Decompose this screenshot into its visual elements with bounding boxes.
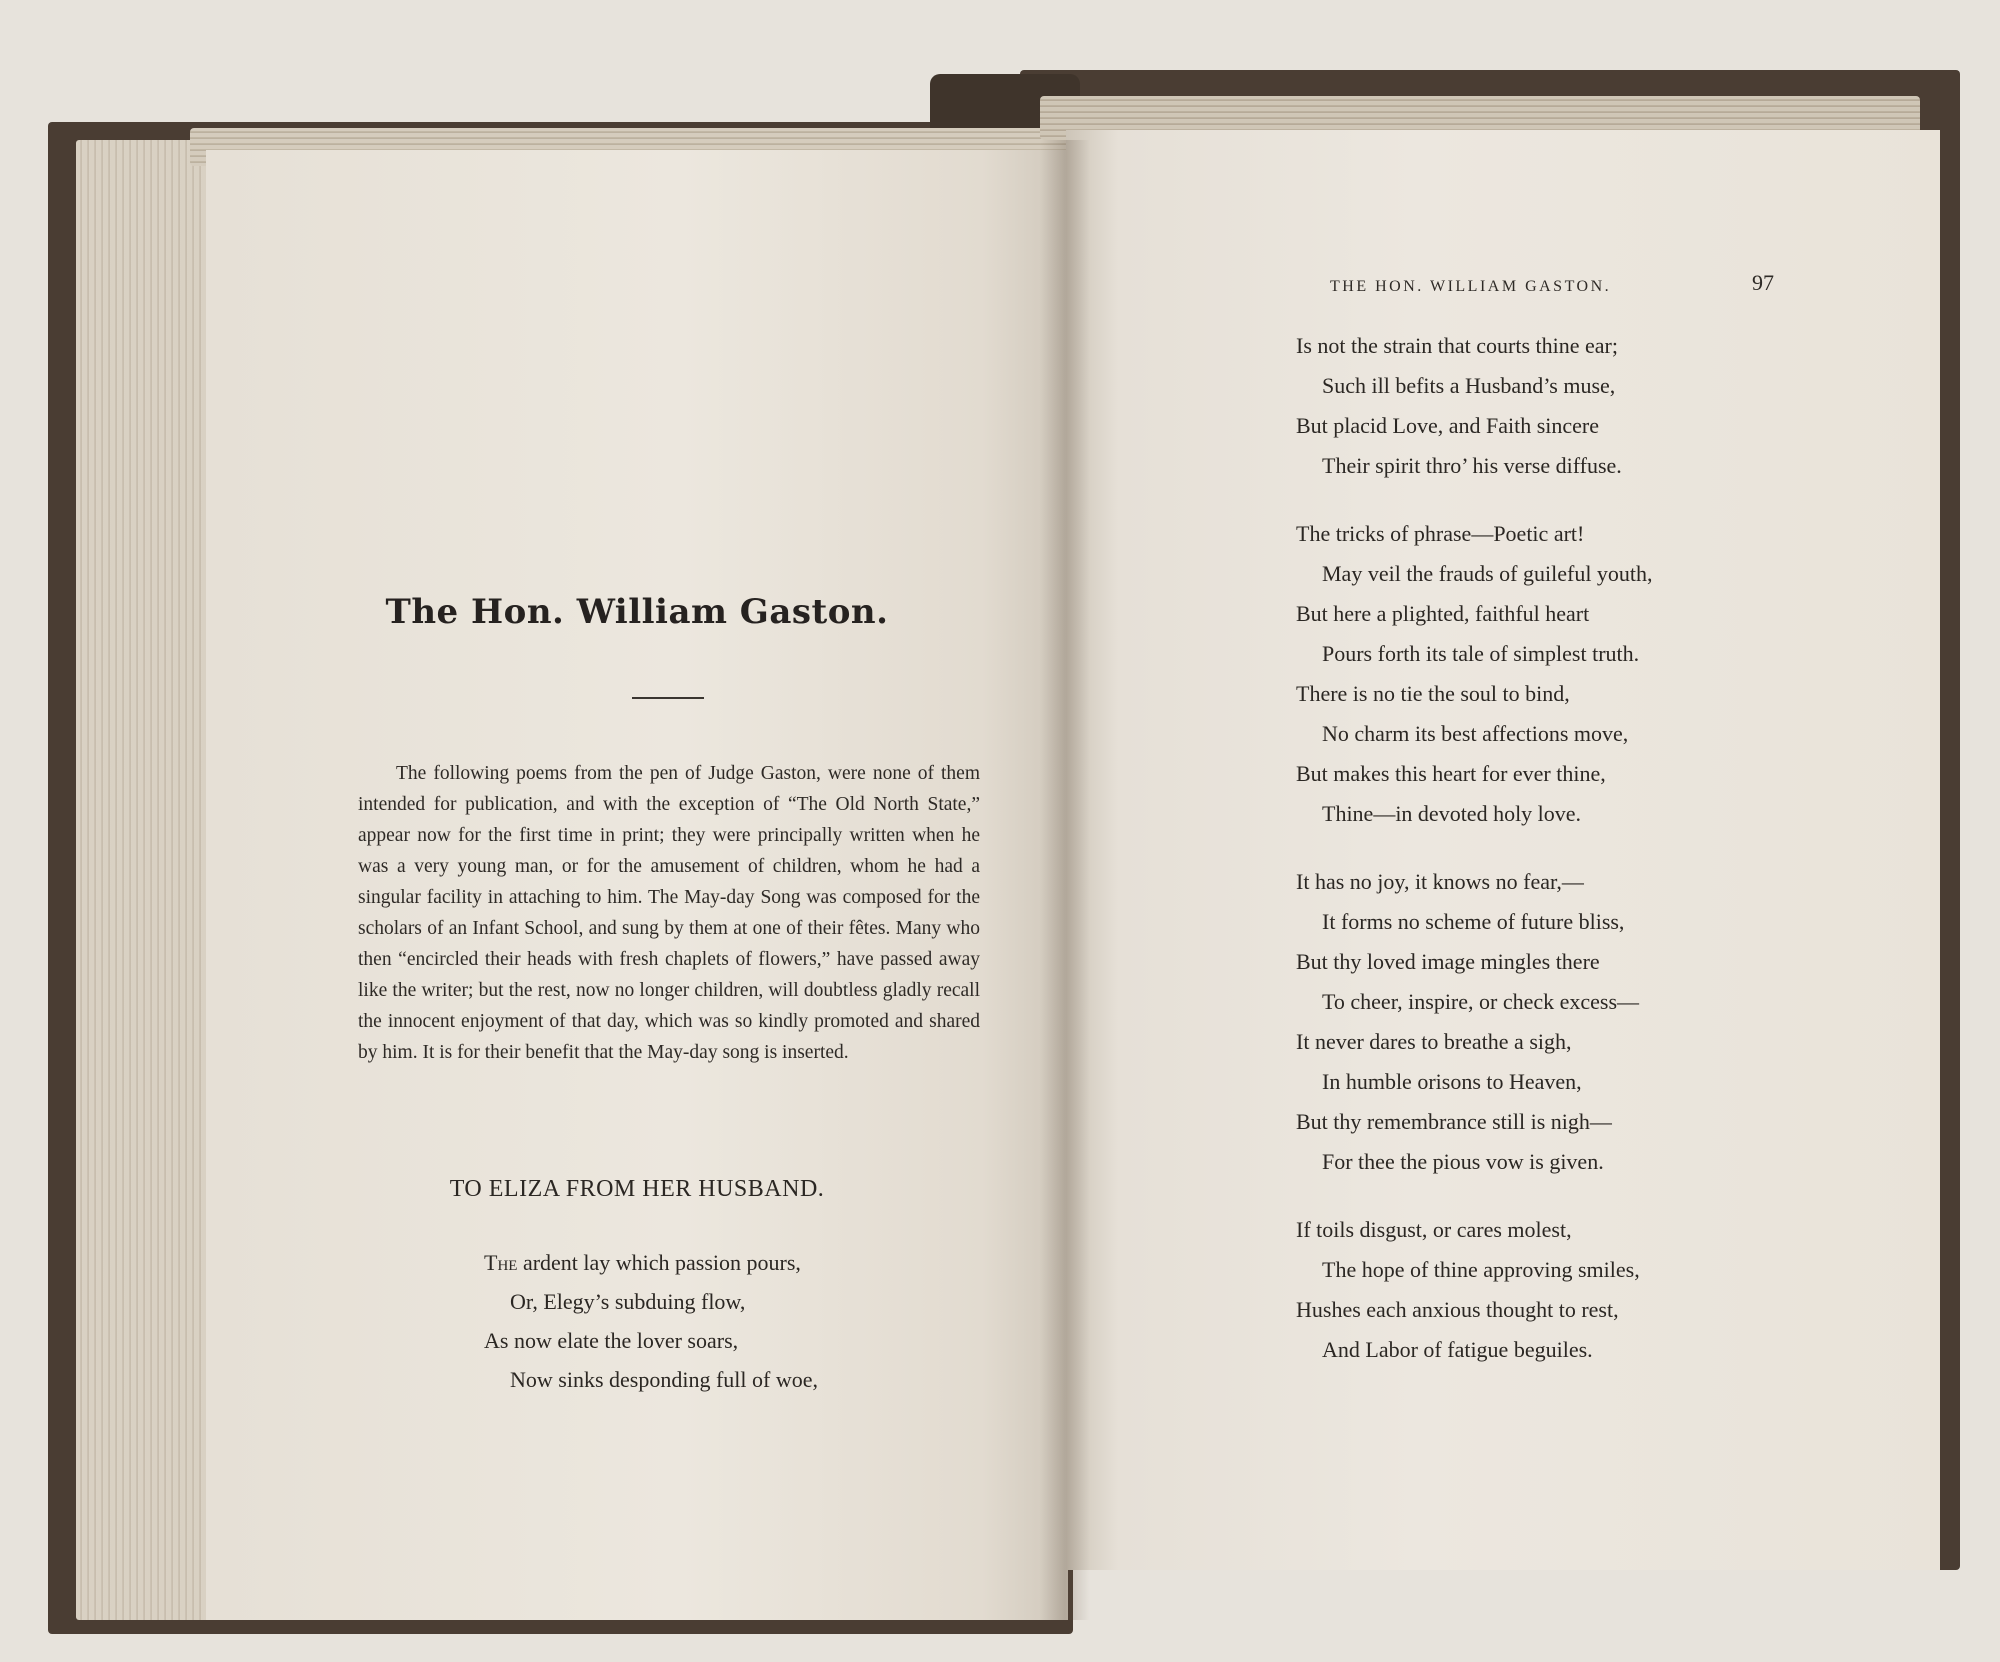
page-number: 97 [1752, 270, 1774, 295]
poem-line: Such ill befits a Husband’s muse, [1322, 373, 1616, 398]
stanza [1296, 1210, 1856, 1370]
poem-line: For thee the pious vow is given. [1322, 1149, 1604, 1174]
running-head: THE HON. WILLIAM GASTON. [1330, 278, 1612, 295]
poem-line: But here a plighted, faithful heart [1296, 601, 1590, 626]
poem-line: There is no tie the soul to bind, [1296, 681, 1570, 706]
poem-line: But thy remembrance still is nigh— [1296, 1109, 1612, 1134]
poem-line: The tricks of phrase—Poetic art! [1296, 521, 1585, 546]
poem-line: Now sinks desponding full of woe, [510, 1367, 818, 1392]
chapter-title: The Hon. William Gaston. [385, 592, 889, 632]
poem-line: As now elate the lover soars, [484, 1328, 739, 1353]
poem-line: But makes this heart for ever thine, [1296, 761, 1606, 786]
poem-line: It has no joy, it knows no fear,— [1296, 869, 1584, 894]
poem-line: Or, Elegy’s subduing flow, [510, 1289, 746, 1314]
drop-word: The [484, 1250, 518, 1275]
intro-paragraph [358, 758, 980, 1068]
poem-line: Pours forth its tale of simplest truth. [1322, 641, 1640, 666]
poem-line: The hope of thine approving smiles, [1322, 1257, 1640, 1282]
poem-line: Thine—in devoted holy love. [1322, 801, 1582, 826]
poem-line: To cheer, inspire, or check excess— [1322, 989, 1640, 1014]
poem-line: In humble orisons to Heaven, [1322, 1069, 1582, 1094]
poem-title: TO ELIZA FROM HER HUSBAND. [449, 1176, 825, 1202]
poem-line: Hushes each anxious thought to rest, [1296, 1297, 1619, 1322]
poem-right-lines [1296, 326, 1856, 1398]
poem-line-rest: ardent lay which passion pours, [517, 1250, 801, 1275]
poem-line: If toils disgust, or cares molest, [1296, 1217, 1572, 1242]
poem-left-lines [484, 1243, 1004, 1399]
poem-line: But thy loved image mingles there [1296, 949, 1600, 974]
gutter-shadow [1040, 140, 1090, 1620]
poem-line: It forms no scheme of future bliss, [1322, 909, 1625, 934]
stanza [1296, 514, 1856, 834]
poem-line [484, 1243, 1004, 1282]
poem-line: But placid Love, and Faith sincere [1296, 413, 1600, 438]
stanza [1296, 326, 1856, 486]
intro-text: The following poems from the pen of Judge Gaston, were none of them intended for publication, and with the exception of “The Old North State,” appear now for the first time in print; they were principally written when he was a very young man, or for the amusement of children, whom he had a singular facility in attaching to him. The May-day Song was composed for the scholars of an Infant School, and sung by them at one of their fêtes. Many who then “encircled their heads with fresh chaplets of flowers,” have passed away like the writer; but the rest, now no longer children, will doubtless gladly recall the innocent enjoyment of that day, which was so kindly promoted and shared by him. It is for their benefit that the May-day song is inserted. [358, 763, 980, 1063]
poem-line: May veil the frauds of guileful youth, [1322, 561, 1653, 586]
poem-line: Their spirit thro’ his verse diffuse. [1322, 453, 1622, 478]
poem-line: And Labor of fatigue beguiles. [1322, 1337, 1593, 1362]
stanza [1296, 862, 1856, 1182]
page-edges-left [76, 140, 216, 1620]
poem-line: No charm its best affections move, [1322, 721, 1629, 746]
title-rule [632, 697, 704, 699]
poem-line: It never dares to breathe a sigh, [1296, 1029, 1572, 1054]
poem-line: Is not the strain that courts thine ear; [1296, 333, 1618, 358]
